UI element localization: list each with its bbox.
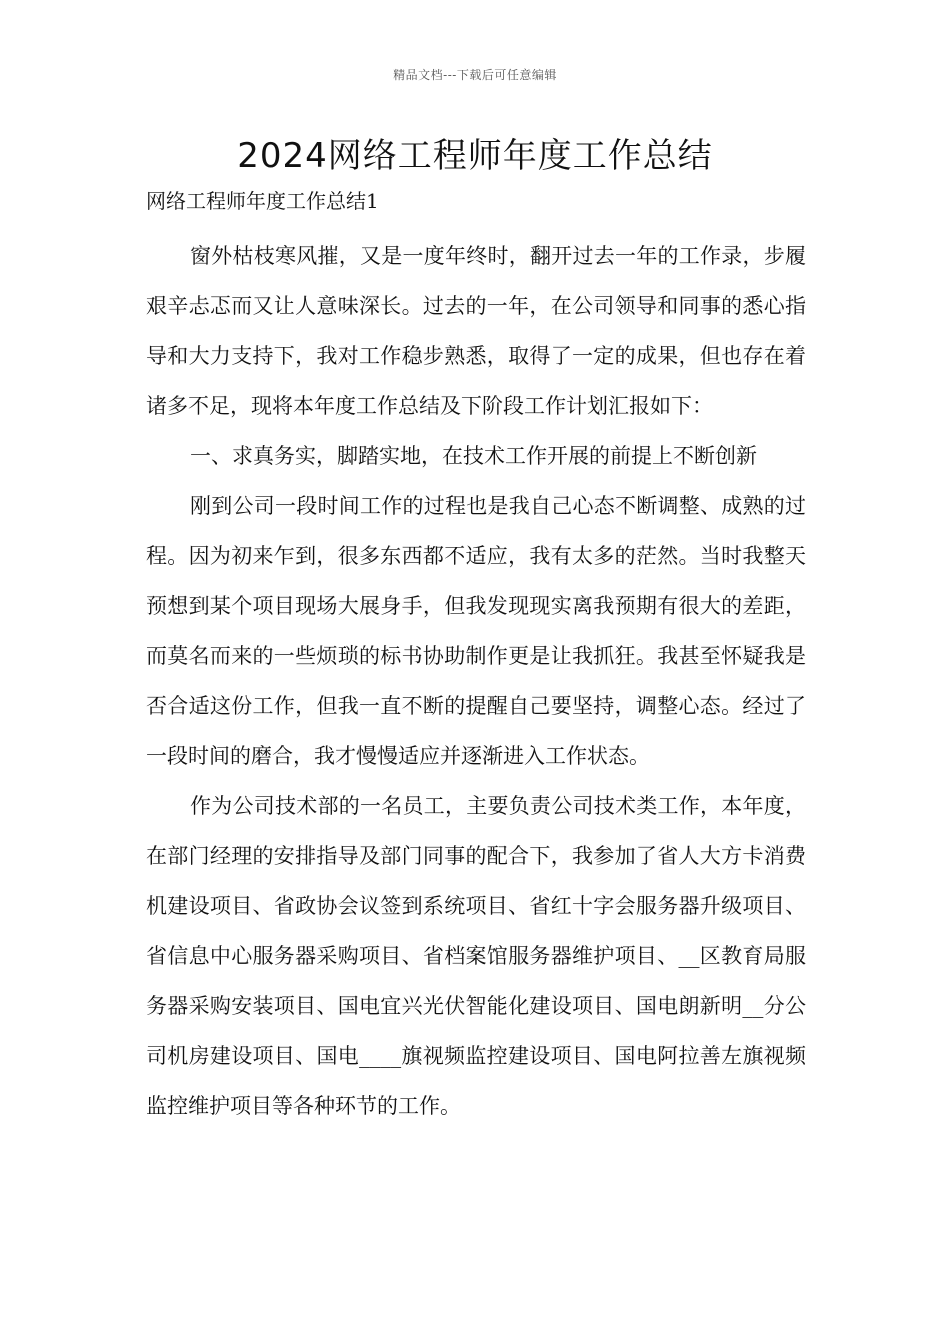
document-body [146, 231, 806, 1131]
section-subtitle: 网络工程师年度工作总结1 [146, 189, 379, 213]
paragraph-heading-one: 一、求真务实，脚踏实地，在技术工作开展的前提上不断创新 [190, 444, 757, 468]
document-title: 2024网络工程师年度工作总结 [237, 136, 713, 176]
header-note: 精品文档---下载后可任意编辑 [393, 68, 557, 82]
paragraph-intro: 窗外枯枝寒风摧，又是一度年终时，翻开过去一年的工作录，步履艰辛忐忑而又让人意味深长。过去的一年，在公司领导和同事的悉心指导和大力支持下，我对工作稳步熟悉，取得了一定的成果，但也存在着诸多不足，现将本年度工作总结及下阶段工作计划汇报如下： [146, 244, 806, 418]
paragraph-adjustment: 刚到公司一段时间工作的过程也是我自己心态不断调整、成熟的过程。因为初来乍到，很多东西都不适应，我有太多的茫然。当时我整天预想到某个项目现场大展身手，但我发现现实离我预期有很大的差距，而莫名而来的一些烦琐的标书协助制作更是让我抓狂。我甚至怀疑我是否合适这份工作，但我一直不断的提醒自己要坚持，调整心态。经过了一段时间的磨合，我才慢慢适应并逐渐进入工作状态。 [146, 494, 806, 768]
paragraph-projects: 作为公司技术部的一名员工，主要负责公司技术类工作，本年度，在部门经理的安排指导及部门同事的配合下，我参加了省人大方卡消费机建设项目、省政协会议签到系统项目、省红十字会服务器升级项目、省信息中心服务器采购项目、省档案馆服务器维护项目、__区教育局服务器采购安装项目、国电宜兴光伏智能化建设项目、国电朗新明__分公司机房建设项目、国电____旗视频监控建设项目、国电阿拉善左旗视频监控维护项目等各种环节的工作。 [146, 794, 806, 1118]
